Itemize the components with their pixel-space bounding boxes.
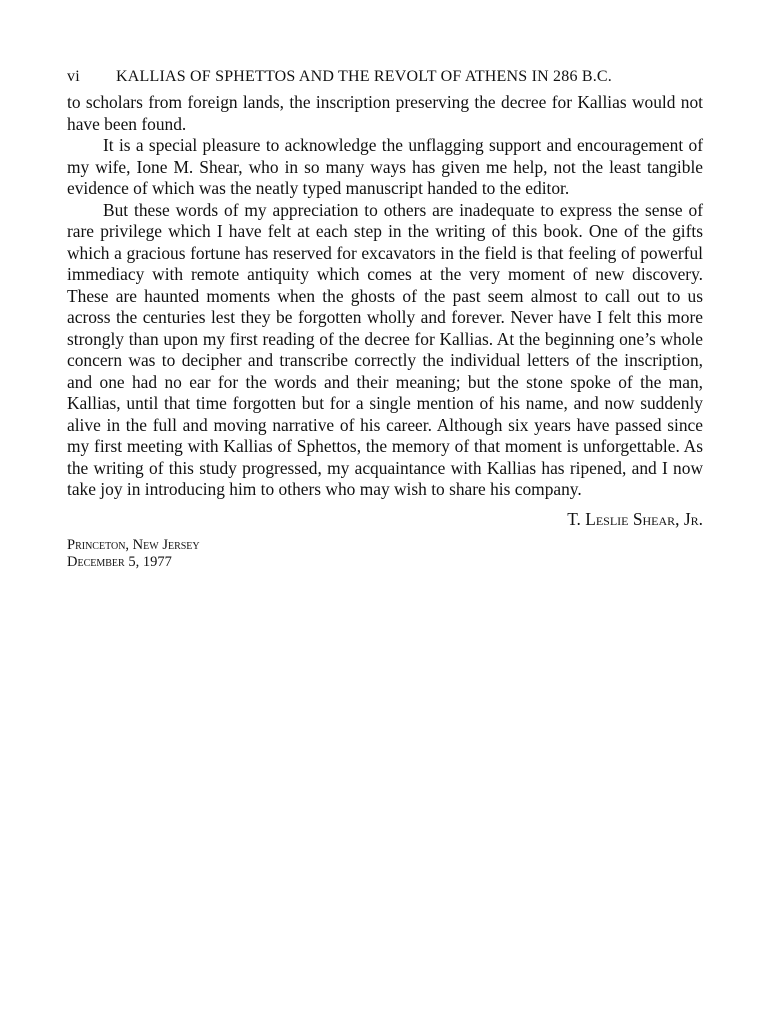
page-number: vi bbox=[67, 68, 80, 85]
page bbox=[67, 62, 703, 571]
date: December 5, 1977 bbox=[67, 553, 172, 570]
paragraph-continuation: to scholars from foreign lands, the inscription preserving the decree for Kallias would not have been found. bbox=[67, 92, 703, 134]
paragraph-acknowledgement-wife: It is a special pleasure to acknowledge the unflagging support and encouragement of my wife, Ione M. Shear, who in so many ways has given me help, not the least tangible evidence of which was the neatly typed manuscript handed to the editor. bbox=[67, 135, 703, 198]
body-text bbox=[67, 92, 703, 501]
place: Princeton, New Jersey bbox=[67, 536, 200, 553]
running-head bbox=[67, 62, 703, 92]
running-title: KALLIAS OF SPHETTOS AND THE REVOLT OF ATHENS IN 286 B.C. bbox=[116, 68, 612, 85]
paragraph-appreciation: But these words of my appreciation to others are inadequate to express the sense of rare privilege which I have felt at each step in the writing of this book. One of the gifts which a gracious fortune has reserved for excavators in the field is that feeling of powerful immediacy with remote antiquity which comes at the very moment of new discovery. These are haunted moments when the ghosts of the past seem almost to call out to us across the centuries lest they be forgotten wholly and forever. Never have I felt this more strongly than upon my first reading of the decree for Kallias. At the beginning one’s whole concern was to decipher and transcribe correctly the individual letters of the inscription, and one had no ear for the words and their meaning; but the stone spoke of the man, Kallias, until that time forgotten but for a single mention of his name, and now suddenly alive in the full and moving narrative of his career. Although six years have passed since my first meeting with Kallias of Sphettos, the memory of that moment is unforgettable. As the writing of this study progressed, my acquaintance with Kallias has ripened, and I now take joy in introducing him to others who may wish to share his company. bbox=[67, 199, 703, 499]
author-signature: T. Leslie Shear, Jr. bbox=[567, 508, 703, 529]
place-date-block bbox=[67, 537, 703, 571]
